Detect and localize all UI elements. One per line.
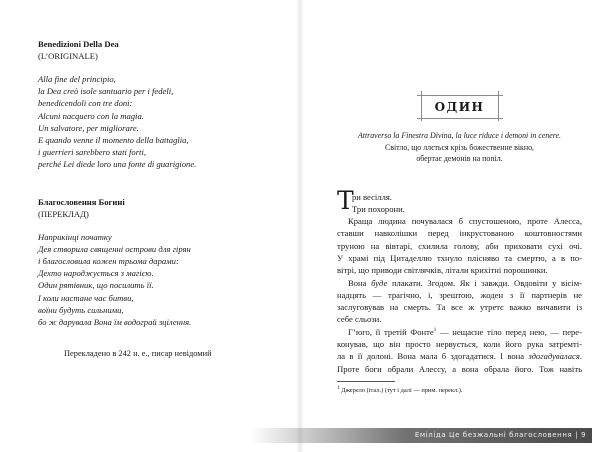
poem-line: Дехто народжується з магією. bbox=[38, 268, 154, 279]
left-page bbox=[38, 38, 278, 360]
original-heading: Benedizioni Della Dea bbox=[38, 39, 119, 49]
body-line: надцять — трагічно, і, зрештою, жоден з її партнерів не bbox=[337, 289, 582, 300]
footnote-text: Джерело (італ.) (тут і далі — прим. перекл.). bbox=[341, 387, 463, 395]
poem-line: Один рятівник, що посилить її. bbox=[38, 280, 154, 291]
body-line: У храмі під Цитаделлю тхнуло плісняво та смертю, а в по- bbox=[337, 252, 582, 263]
footnote-ref[interactable]: 1 bbox=[433, 326, 437, 333]
body-line: ри весілля. bbox=[352, 191, 392, 202]
body-line: ставши навколішки перед інкрустованою коштовностями bbox=[337, 228, 582, 239]
body-line bbox=[337, 350, 582, 362]
poem-line: Наприкінці початку bbox=[38, 231, 112, 242]
epigraph-ukrainian-line: Світло, що ллється крізь божественне вікно, bbox=[384, 142, 535, 152]
drop-cap: Т bbox=[337, 185, 354, 215]
poem-line: benedicendoli con tre doni: bbox=[38, 98, 133, 109]
translation-poem bbox=[38, 231, 278, 329]
right-page bbox=[337, 95, 582, 395]
epigraph-ukrainian-line: обертає демонів на попіл. bbox=[416, 154, 503, 163]
poem-line: Дея створила священні острови для гірян bbox=[38, 243, 191, 254]
text-run: Вона bbox=[348, 277, 372, 288]
footnote bbox=[337, 384, 582, 395]
text-run: . bbox=[579, 351, 582, 362]
translation-heading: Благословення Богині bbox=[38, 196, 125, 207]
text-run: ла в її долоні. Вона мала б здогадатися. І вона bbox=[337, 351, 529, 362]
poem-line: воїни будуть сильними, bbox=[38, 304, 124, 315]
poem-line: і благословила кожен трьома дарами: bbox=[38, 256, 179, 267]
italic-text: буде bbox=[371, 277, 388, 288]
original-poem-section bbox=[38, 38, 278, 171]
text-run: Гʼюго, її третій Фонте bbox=[348, 326, 434, 337]
body-line: Краща людина почувалася б спустошеною, проте Алесса, bbox=[348, 216, 582, 227]
poem-line: Alla fine del principio, bbox=[38, 74, 116, 84]
body-line bbox=[337, 277, 582, 289]
book-gutter bbox=[296, 0, 304, 452]
poem-line: І коли настане час битви, bbox=[38, 292, 134, 303]
translation-note: Перекладено в 242 н. е., писар невідомий bbox=[64, 349, 212, 359]
body-line: Три похорони. bbox=[352, 203, 405, 214]
poem-line: la Dea creò isole santuario per i fedeli, bbox=[38, 86, 174, 97]
poem-line: Un salvatore, per migliorare. bbox=[38, 122, 139, 133]
epigraph-italian: Attraverso la Finestra Divina, la luce riduce i demoni in cenere. bbox=[357, 131, 562, 140]
footnote-divider bbox=[337, 381, 395, 382]
translation-label: (ПЕРЕКЛАД) bbox=[38, 208, 89, 219]
poem-line: бо ж дарувала Вона їм водограй зцілення. bbox=[38, 317, 192, 328]
epigraph bbox=[337, 130, 582, 165]
body-line: себе сльози. bbox=[337, 314, 382, 325]
text-run: — нещасне тіло перед нею, — пере- bbox=[436, 326, 582, 337]
poem-line: Alcuni nacquero con la magia. bbox=[38, 110, 144, 121]
text-run: плакати. Згодом. Як і завжди. Овдовіти у вісім- bbox=[387, 277, 582, 288]
body-line bbox=[337, 326, 582, 338]
original-label: (L’ORIGINALE) bbox=[38, 51, 98, 61]
body-line: заслуговував на смерть. Та все ж утретє важко вичавити із bbox=[337, 302, 582, 313]
body-line: Проте боги обрали Алессу, а вона обрала його. Тож навіть bbox=[337, 363, 582, 374]
running-footer: Еміліда Це безжальні благословення | 9 bbox=[250, 428, 592, 443]
opening-paragraph bbox=[337, 185, 582, 216]
body-line: конував, що він просто нервується, коли його рука затремті- bbox=[337, 339, 582, 350]
poem-line: perché Lei diede loro una fonte di guarigione. bbox=[38, 159, 197, 170]
chapter-title: ОДИН bbox=[434, 100, 485, 114]
chapter-title-box bbox=[417, 95, 503, 119]
italic-text: здогадувалася bbox=[528, 351, 580, 362]
original-poem bbox=[38, 73, 278, 171]
body-line: труною на вівтарі, схилила голову, аби приховати сухі очі. bbox=[337, 240, 582, 251]
poem-line: E quando venne il momento della battaglia, bbox=[38, 135, 189, 146]
body-line: вітрі, що приводи світлячків, літали крихітні порошинки. bbox=[337, 265, 548, 276]
footnote-marker: 1 bbox=[337, 385, 340, 391]
translation-poem-section bbox=[38, 196, 278, 361]
poem-line: i guerrieri sarebbero stati forti, bbox=[38, 147, 146, 158]
chapter-body bbox=[337, 185, 582, 396]
